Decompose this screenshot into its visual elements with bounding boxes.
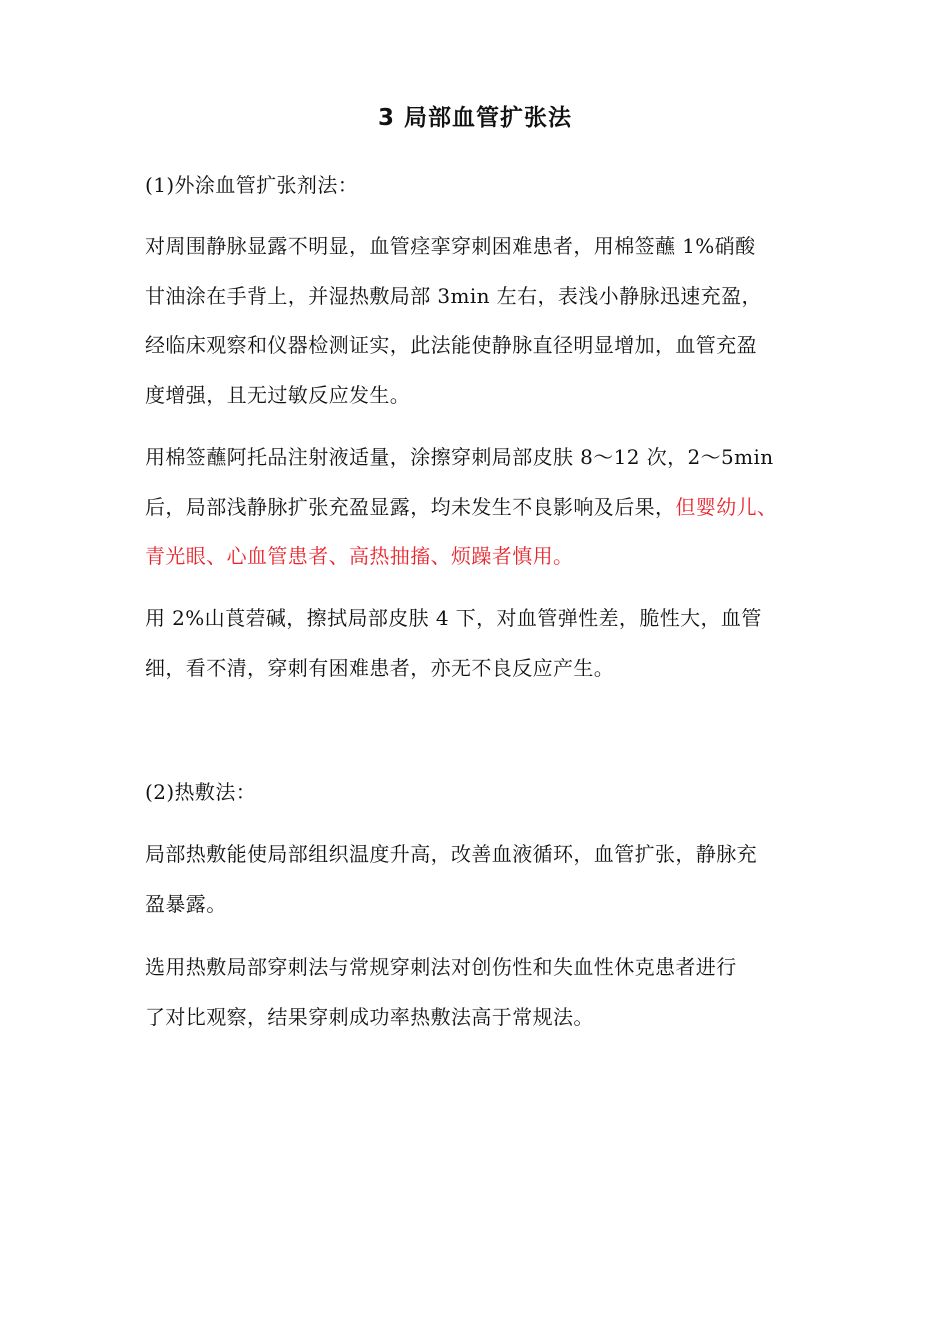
section-1-paragraph-2 bbox=[145, 433, 825, 582]
section-2-paragraph-1 bbox=[145, 830, 825, 929]
paragraph-line: 盈暴露。 bbox=[145, 891, 227, 916]
paragraph-line: 用 2%山莨菪碱，擦拭局部皮肤 4 下，对血管弹性差，脆性大，血管 bbox=[145, 606, 762, 630]
section-2-heading-text: (2)热敷法： bbox=[145, 780, 257, 804]
paragraph-line: 细，看不清，穿刺有困难患者，亦无不良反应产生。 bbox=[145, 655, 615, 680]
section-1-paragraph-3 bbox=[145, 594, 825, 693]
paragraph-line: 甘油涂在手背上，并湿热敷局部 3min 左右，表浅小静脉迅速充盈， bbox=[145, 283, 762, 308]
section-1-heading-text: (1)外涂血管扩张剂法： bbox=[145, 173, 359, 197]
paragraph-text: 后，局部浅静脉扩张充盈显露，均未发生不良影响及后果， bbox=[145, 494, 676, 519]
paragraph-line: 用棉签蘸阿托品注射液适量，涂擦穿刺局部皮肤 8～12 次，2～5min bbox=[145, 445, 774, 469]
page-title: 3 局部血管扩张法 bbox=[377, 105, 572, 131]
paragraph-line: 度增强，且无过敏反应发生。 bbox=[145, 382, 411, 407]
paragraph-line: 选用热敷局部穿刺法与常规穿刺法对创伤性和失血性休克患者进行 bbox=[145, 955, 737, 979]
section-2-paragraph-2 bbox=[145, 943, 825, 1042]
warning-text: 但婴幼儿、 bbox=[675, 494, 778, 519]
paragraph-line: 了对比观察，结果穿刺成功率热敷法高于常规法。 bbox=[145, 1004, 594, 1029]
section-1-heading bbox=[145, 161, 825, 211]
section-2-heading bbox=[145, 768, 825, 818]
section-1-paragraph-1 bbox=[145, 222, 825, 420]
warning-text-line: 青光眼、心血管患者、高热抽搐、烦躁者慎用。 bbox=[145, 544, 574, 568]
paragraph-line: 局部热敷能使局部组织温度升高，改善血液循环，血管扩张，静脉充 bbox=[145, 842, 757, 866]
paragraph-line bbox=[145, 483, 825, 533]
paragraph-line: 经临床观察和仪器检测证实，此法能使静脉直径明显增加，血管充盈 bbox=[145, 333, 757, 357]
paragraph-line: 对周围静脉显露不明显，血管痉挛穿刺困难患者，用棉签蘸 1%硝酸 bbox=[145, 234, 756, 258]
